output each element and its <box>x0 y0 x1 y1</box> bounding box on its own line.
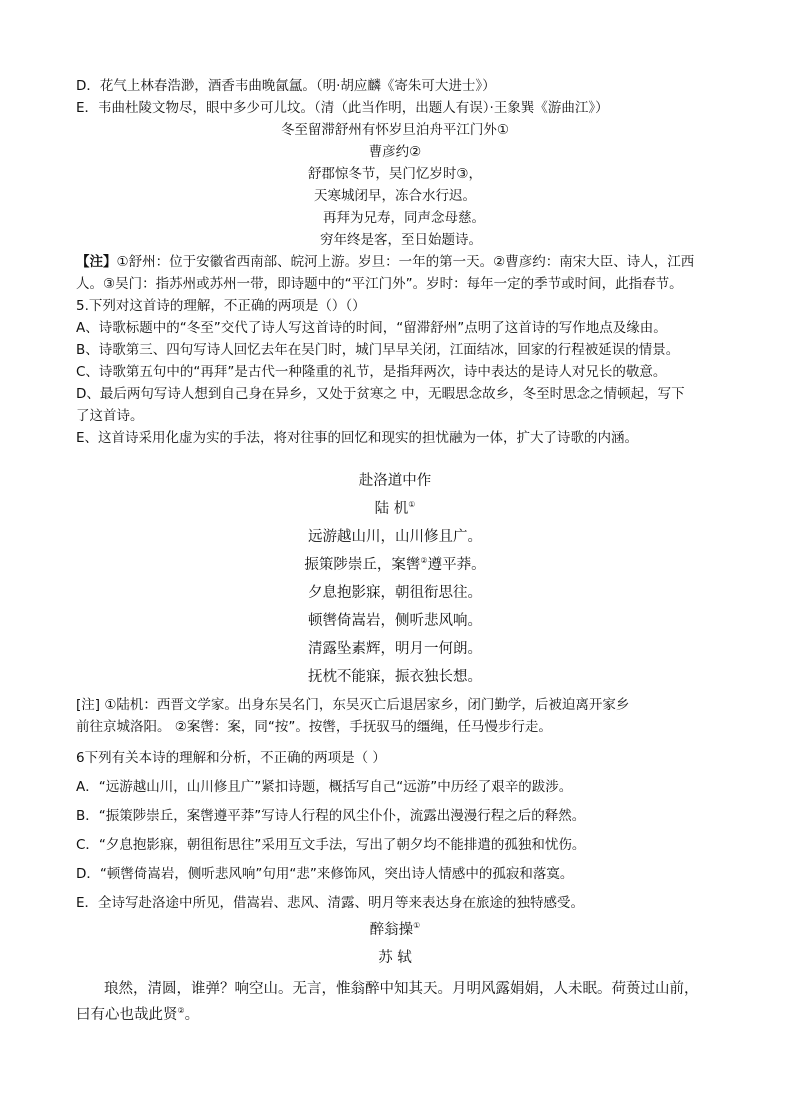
q6-stem: 6下列有关本诗的理解和分析，不正确的两项是（ ） <box>76 750 386 766</box>
q5-stem: 5.下列对这首诗的理解，不正确的两项是（）（） <box>76 298 366 314</box>
note-label: 【注】 <box>76 254 117 270</box>
poem3-line-2-a: 曰有心也哉此贤 <box>76 1007 178 1023</box>
q6-option-d: D．“顿辔倚嵩岩，侧听悲风响”句用“悲”来修饰风，突出诗人情感中的孤寂和落寞。 <box>76 866 574 882</box>
note-text-1: ①舒州：位于安徽省西南部、皖河上游。岁旦：一年的第一天。②曹彦约：南宋大臣、诗人，江西 <box>116 254 695 270</box>
q6-option-e: E．全诗写赴洛途中所见，借嵩岩、悲风、清露、明月等来表达身在旅途的独特感受。 <box>76 895 585 911</box>
q5-option-d-1: D、最后两句写诗人想到自己身在异乡，又处于贫寒之 中，无暇思念故乡，冬至时思念之情顿起，写下 <box>76 386 685 402</box>
poem2-line-2-a: 振策陟崇丘，案辔 <box>304 557 421 573</box>
poem3-line-1: 琅然，清圆，谁弹？响空山。无言，惟翁醉中知其天。月明风露娟娟，人未眠。荷蒉过山前， <box>104 981 699 997</box>
poem2-line-2-b: 遵平莽。 <box>427 557 486 573</box>
q5-option-d-2: 了这首诗。 <box>76 408 144 424</box>
poem2-author-name: 陆 机 <box>374 501 409 517</box>
poem2-note-2: 前往京城洛阳。 ②案辔：案，同“按”。按辔，手抚驭马的缰绳，任马慢步行走。 <box>76 719 552 735</box>
poem3-title-mark: ① <box>413 921 421 931</box>
poem1-note-2: 人。③吴门：指苏州或苏州一带，即诗题中的“平江门外”。岁时：每年一定的季节或时间，此指春节。 <box>76 276 683 292</box>
q5-option-a: A、诗歌标题中的“冬至”交代了诗人写这首诗的时间，“留滞舒州”点明了这首诗的写作地点及缘由。 <box>76 320 667 336</box>
poem1-line-4: 穷年终是客，至日始题诗。 <box>320 232 482 248</box>
q6-option-c: C．“夕息抱影寐，朝徂衔思往”采用互文手法，写出了朝夕均不能排遣的孤独和忧伤。 <box>76 837 586 853</box>
poem3-title-text: 醉翁操 <box>369 922 414 938</box>
poem2-title: 赴洛道中作 <box>358 473 432 489</box>
poem3-title <box>0 920 790 940</box>
poem3-author: 苏 轼 <box>378 950 412 966</box>
poem3-line-2-b: 。 <box>184 1007 200 1023</box>
poem2-note-1: [注] ①陆机：西晋文学家。出身东吴名门，东吴灭亡后退居家乡，闭门勤学，后被迫离开家乡 <box>76 697 630 713</box>
q6-option-a: A．“远游越山川，山川修且广”紧扣诗题，概括写自己“远游”中历经了艰辛的跋涉。 <box>76 779 573 795</box>
q6-option-b: B．“振策陟崇丘，案辔遵平莽”写诗人行程的风尘仆仆，流露出漫漫行程之后的释然。 <box>76 808 586 824</box>
poem3-line-2-mark: ② <box>177 1006 185 1016</box>
poem2-line-5: 清露坠素辉，明月一何朗。 <box>308 641 482 657</box>
poem1-line-3: 再拜为兄寿，同声念母慈。 <box>323 210 485 226</box>
poem1-line-1: 舒郡惊冬节，吴门忆岁时③， <box>307 166 483 182</box>
poem2-author-note-mark: ① <box>408 500 416 510</box>
q5-option-e: E、这首诗采用化虚为实的手法，将对往事的回忆和现实的担忧融为一体，扩大了诗歌的内涵。 <box>76 430 639 446</box>
poem2-author <box>0 499 790 519</box>
poem1-note-1 <box>76 252 694 272</box>
poem2-line-6: 抚枕不能寐，振衣独长想。 <box>308 669 482 685</box>
poem3-line-2 <box>76 1005 199 1025</box>
poem2-line-1: 远游越山川，山川修且广。 <box>308 529 482 545</box>
poem2-line-4: 顿辔倚嵩岩，侧听悲风响。 <box>308 613 482 629</box>
poem1-line-2: 天寒城闭早，冻合水行迟。 <box>314 188 476 204</box>
option-d-prev: D．花气上林春浩渺，酒香韦曲晚氤氲。（明·胡应麟《寄朱可大进士》） <box>76 78 496 94</box>
q5-option-c: C、诗歌第五句中的“再拜”是古代一种隆重的礼节，是指拜两次，诗中表达的是诗人对兄长的敬意。 <box>76 364 667 380</box>
poem2-line-2-mark: ② <box>420 556 428 566</box>
option-e-prev: E．韦曲杜陵文物尽，眼中多少可儿坟。（清（此当作明，出题人有误）·王象巽《游曲江》） <box>76 100 609 116</box>
poem1-author: 曹彦约② <box>368 144 422 160</box>
poem1-title: 冬至留滞舒州有怀岁旦泊舟平江门外① <box>280 122 510 138</box>
poem2-line-2 <box>0 555 790 575</box>
poem2-line-3: 夕息抱影寐，朝徂衔思往。 <box>308 585 482 601</box>
q5-option-b: B、诗歌第三、四句写诗人回忆去年在吴门时，城门早早关闭，江面结冰，回家的行程被延误的情景。 <box>76 342 680 358</box>
